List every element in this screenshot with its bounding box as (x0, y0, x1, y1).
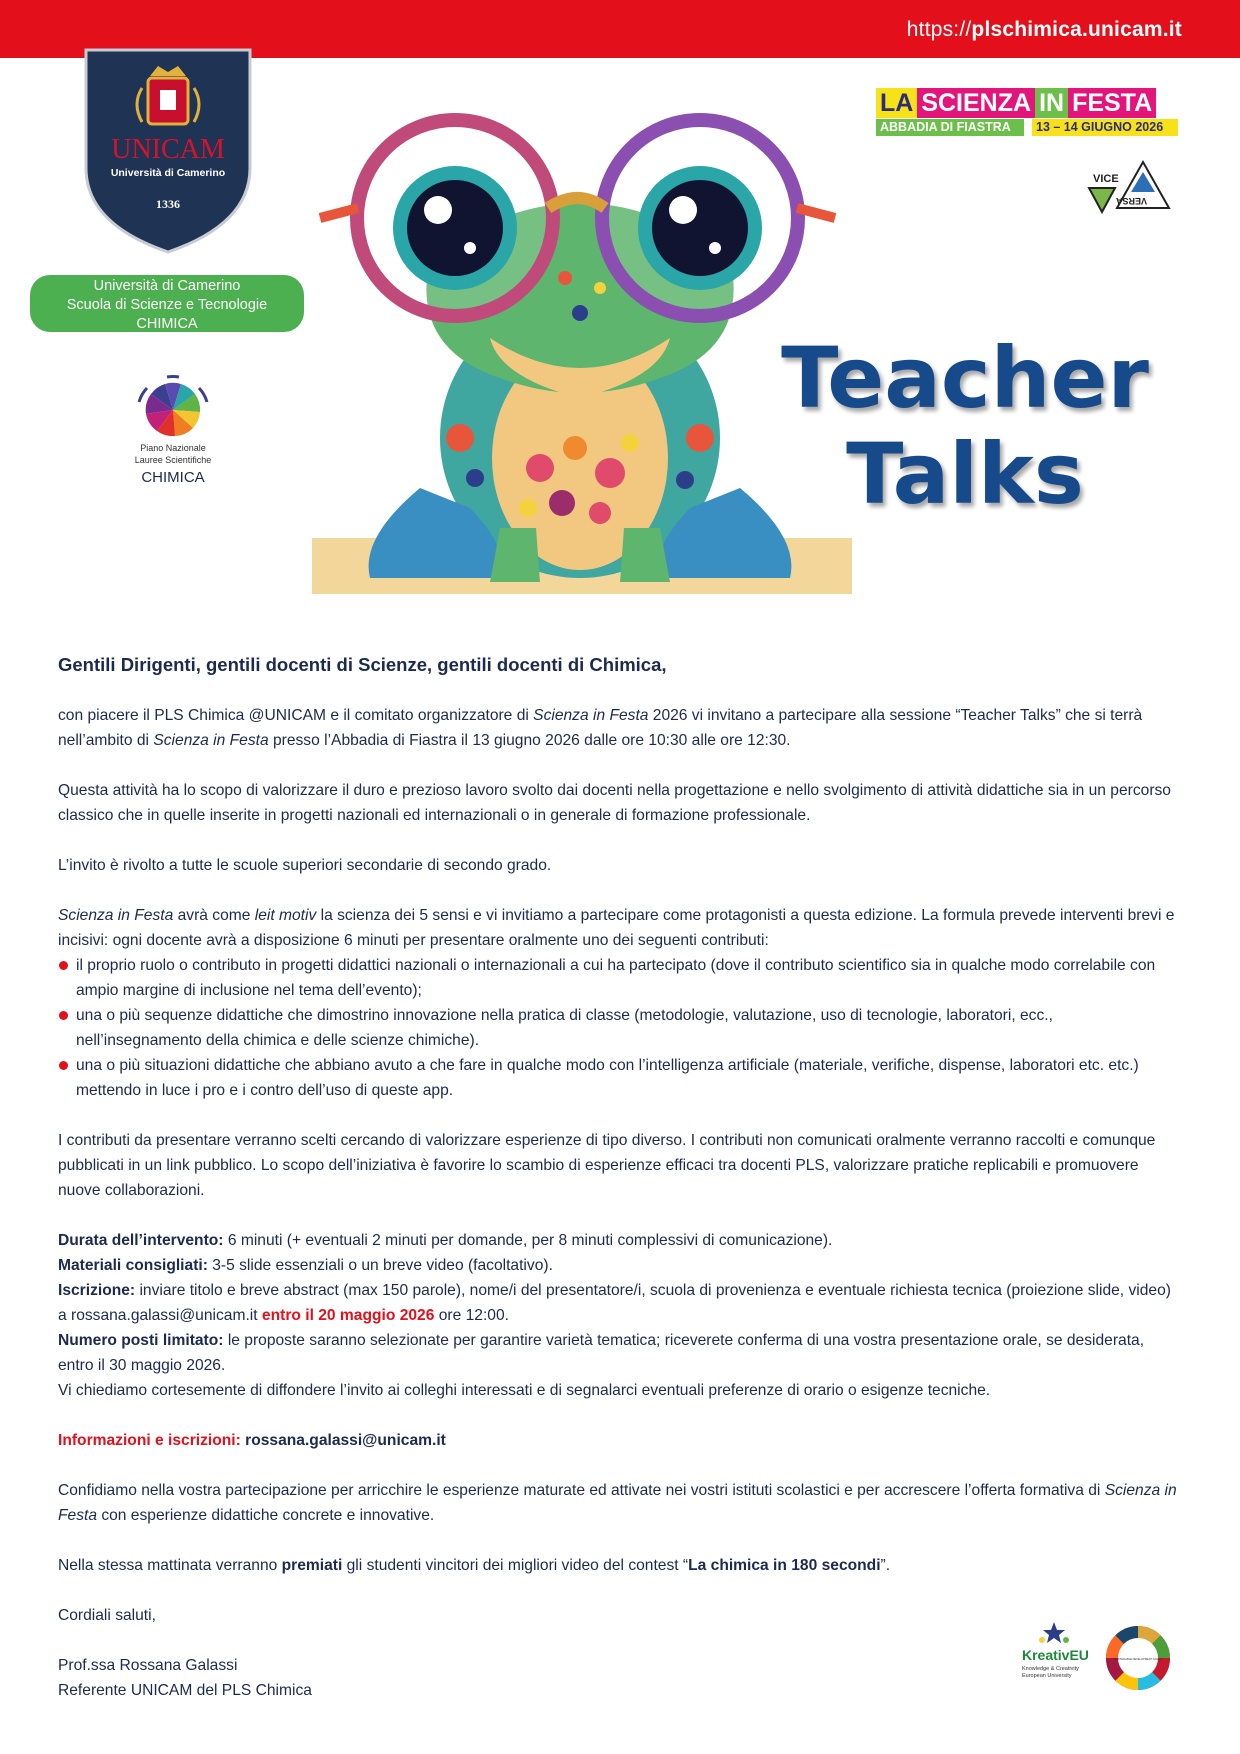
p1-text-b: 2026 vi invitano a partecipare alla sessione “Teacher Talks” che si terrà nell’ambito di (58, 707, 1143, 749)
iscrizione-label: Iscrizione: (58, 1282, 136, 1299)
title-teacher-talks (730, 330, 1200, 522)
p7-text-b: con esperienze didattiche concrete e innovative. (97, 1507, 435, 1524)
pls-label: CHIMICA (141, 469, 205, 486)
p8-text-c: gli studenti vincitori dei migliori video del contest “ (342, 1557, 689, 1574)
kreativeu-sub-2: European University (1022, 1673, 1072, 1679)
info-email-link[interactable]: rossana.galassi@unicam.it (240, 1432, 446, 1449)
materiali-line (58, 1253, 1182, 1278)
badge-line-2: Scuola di Scienze e Tecnologie (66, 297, 268, 313)
p8-text-a: Nella stessa mattinata verranno (58, 1557, 282, 1574)
title-line-2: Talks (846, 425, 1084, 523)
logo-festa: FESTA (1068, 88, 1156, 118)
paragraph-4 (58, 903, 1182, 953)
paragraph-2: Questa attività ha lo scopo di valorizzare il duro e prezioso lavoro svolto dai docenti nella progettazione e nello svolgimento di attività didattiche sia in un percorso classico che in quelle inserite in progetti nazionali ed internazionali o in generale di formazione professionale. (58, 782, 1171, 824)
title-line-1: Teacher (781, 329, 1149, 427)
pls-radiating-icon (133, 374, 213, 436)
logo-place: ABBADIA DI FIASTRA (876, 119, 1024, 136)
vice-text: VICE (1093, 173, 1119, 185)
viceversa-logo (1087, 158, 1175, 218)
posti-label: Numero posti limitato: (58, 1332, 224, 1349)
star-icon (1039, 1622, 1069, 1643)
p8-text-e: ”. (880, 1557, 891, 1574)
shield-year: 1336 (156, 197, 180, 211)
paragraph-1 (58, 703, 1182, 753)
paragraph-5: I contributi da presentare verranno scelti cercando di valorizzare esperienze di tipo diverso. I contributi non comunicati oralmente verranno raccolti e comunque pubblicati in un link pubblico. Lo scopo dell’iniziativa è favorire lo scambio di esperienze efficaci tra docenti PLS, valorizzare pratiche replicabili e promuovere nuove collaborazioni. (58, 1132, 1156, 1199)
list-item: il proprio ruolo o contributo in progetti didattici nazionali o internazionali a cui ha partecipato (dove il contributo scientifico sia in qualche modo correlabile con ampio margine di inclusione nel tema dell’evento); (58, 953, 1182, 1003)
materiali-text: 3-5 slide essenziali o un breve video (facoltativo). (207, 1257, 553, 1274)
closing: Cordiali saluti, (58, 1607, 156, 1624)
kreativeu-logo (1022, 1622, 1089, 1679)
scienza-in-festa-logo (876, 88, 1182, 134)
shield-name: UNICAM (111, 134, 225, 165)
logo-scienza: SCIENZA (917, 88, 1035, 118)
posti-line (58, 1328, 1182, 1378)
durata-label: Durata dell’intervento: (58, 1232, 224, 1249)
url-domain: plschimica.unicam.it (971, 18, 1182, 41)
p4-leit-motiv: leit motiv (254, 907, 317, 924)
sdg-wheel-icon (1106, 1626, 1170, 1690)
footer-logos (1020, 1620, 1180, 1696)
p1-event-name-2: Scienza in Festa (153, 732, 269, 749)
materiali-label: Materiali consigliati: (58, 1257, 208, 1274)
badge-line-3: CHIMICA (136, 316, 198, 332)
durata-line (58, 1228, 1182, 1253)
p7-event-name: Scienza in Festa (58, 1482, 1177, 1524)
unicam-shield-logo (84, 48, 252, 254)
pls-logo (118, 374, 228, 486)
p4-text-a: avrà come (173, 907, 255, 924)
website-url[interactable] (907, 18, 1182, 42)
p1-text-c: presso l’Abbadia di Fiastra il 13 giugno 2026 dalle ore 10:30 alle ore 12:30. (268, 732, 791, 749)
list-item: una o più situazioni didattiche che abbiano avuto a che fare in qualche modo con l’intelligenza artificiale (materiale, verifiche, dispense, laboratori etc. etc.) mettendo in luce i pro e i contro dell’uso di queste app. (58, 1053, 1182, 1103)
letter-body (58, 652, 1182, 1703)
paragraph-6: Vi chiediamo cortesemente di diffondere l’invito ai colleghi interessati e di segnalarci eventuali preferenze di orario o esigenze tecniche. (58, 1382, 991, 1399)
signature-role: Referente UNICAM del PLS Chimica (58, 1682, 312, 1699)
url-prefix: https:// (906, 18, 972, 41)
signature-name: Prof.ssa Rossana Galassi (58, 1657, 238, 1674)
p1-text-a: con piacere il PLS Chimica @UNICAM e il comitato organizzatore di (58, 707, 534, 724)
sdg-text: SUSTAINABLE DEVELOPMENT GOALS (1114, 1658, 1162, 1661)
school-badge (30, 275, 304, 332)
p8-contest-name: La chimica in 180 secondi (688, 1557, 881, 1574)
pls-line-1: Piano Nazionale (140, 443, 206, 453)
iscrizione-line (58, 1278, 1182, 1328)
paragraph-7 (58, 1478, 1182, 1528)
paragraph-8 (58, 1553, 1182, 1578)
info-line (58, 1428, 1182, 1453)
greeting: Gentili Dirigenti, gentili docenti di Scienze, gentili docenti di Chimica, (58, 654, 667, 675)
contribution-list (58, 953, 1182, 1103)
kreativeu-text: KreativEU (1022, 1647, 1089, 1663)
list-item: una o più sequenze didattiche che dimostrino innovazione nella pratica di classe (metodologie, valutazione, uso di tecnologie, laboratori, ecc., nell’insegnamento della chimica e delle scienze chimiche). (58, 1003, 1182, 1053)
logo-dates: 13 – 14 GIUGNO 2026 (1032, 119, 1178, 136)
kreativeu-sub-1: Knowledge & Creativity (1022, 1666, 1079, 1672)
iscrizione-time: ore 12:00. (434, 1307, 509, 1324)
p7-text-a: Confidiamo nella vostra partecipazione per arricchire le esperienze maturate ed attivate nei vostri istituti scolastici e per accrescere l’offerta formativa di (58, 1482, 1105, 1499)
iscrizione-text: inviare titolo e breve abstract (max 150 parole), nome/i del presentatore/i, scuola di provenienza e eventuale richiesta tecnica (proiezione slide, video) a rossana.galassi@unicam.it (58, 1282, 1171, 1324)
logo-la: LA (876, 88, 917, 118)
p8-premiati: premiati (281, 1557, 343, 1574)
shield-subtitle: Università di Camerino (110, 167, 226, 179)
versa-text: VERSA (1115, 196, 1147, 206)
p4-event-name: Scienza in Festa (58, 907, 174, 924)
info-label: Informazioni e iscrizioni: (58, 1432, 241, 1449)
p4-text-b: la scienza dei 5 sensi e vi invitiamo a partecipare come protagonisti a questa edizione. La formula prevede interventi brevi e incisivi: ogni docente avrà a disposizione 6 minuti per presentare oralmente uno dei seguenti contributi: (58, 907, 1175, 949)
pls-line-2: Lauree Scientifiche (134, 455, 212, 465)
durata-text: 6 minuti (+ eventuali 2 minuti per domande, per 8 minuti complessivi di comunicazione). (223, 1232, 833, 1249)
logo-in: IN (1035, 88, 1068, 118)
posti-text: le proposte saranno selezionate per garantire varietà tematica; riceverete conferma di una vostra presentazione orale, se desiderata, entro il 30 maggio 2026. (58, 1332, 1145, 1374)
badge-line-1: Università di Camerino (93, 278, 241, 294)
paragraph-3: L’invito è rivolto a tutte le scuole superiori secondarie di secondo grado. (58, 857, 552, 874)
p1-event-name-1: Scienza in Festa (533, 707, 649, 724)
iscrizione-deadline: entro il 20 maggio 2026 (261, 1307, 435, 1324)
